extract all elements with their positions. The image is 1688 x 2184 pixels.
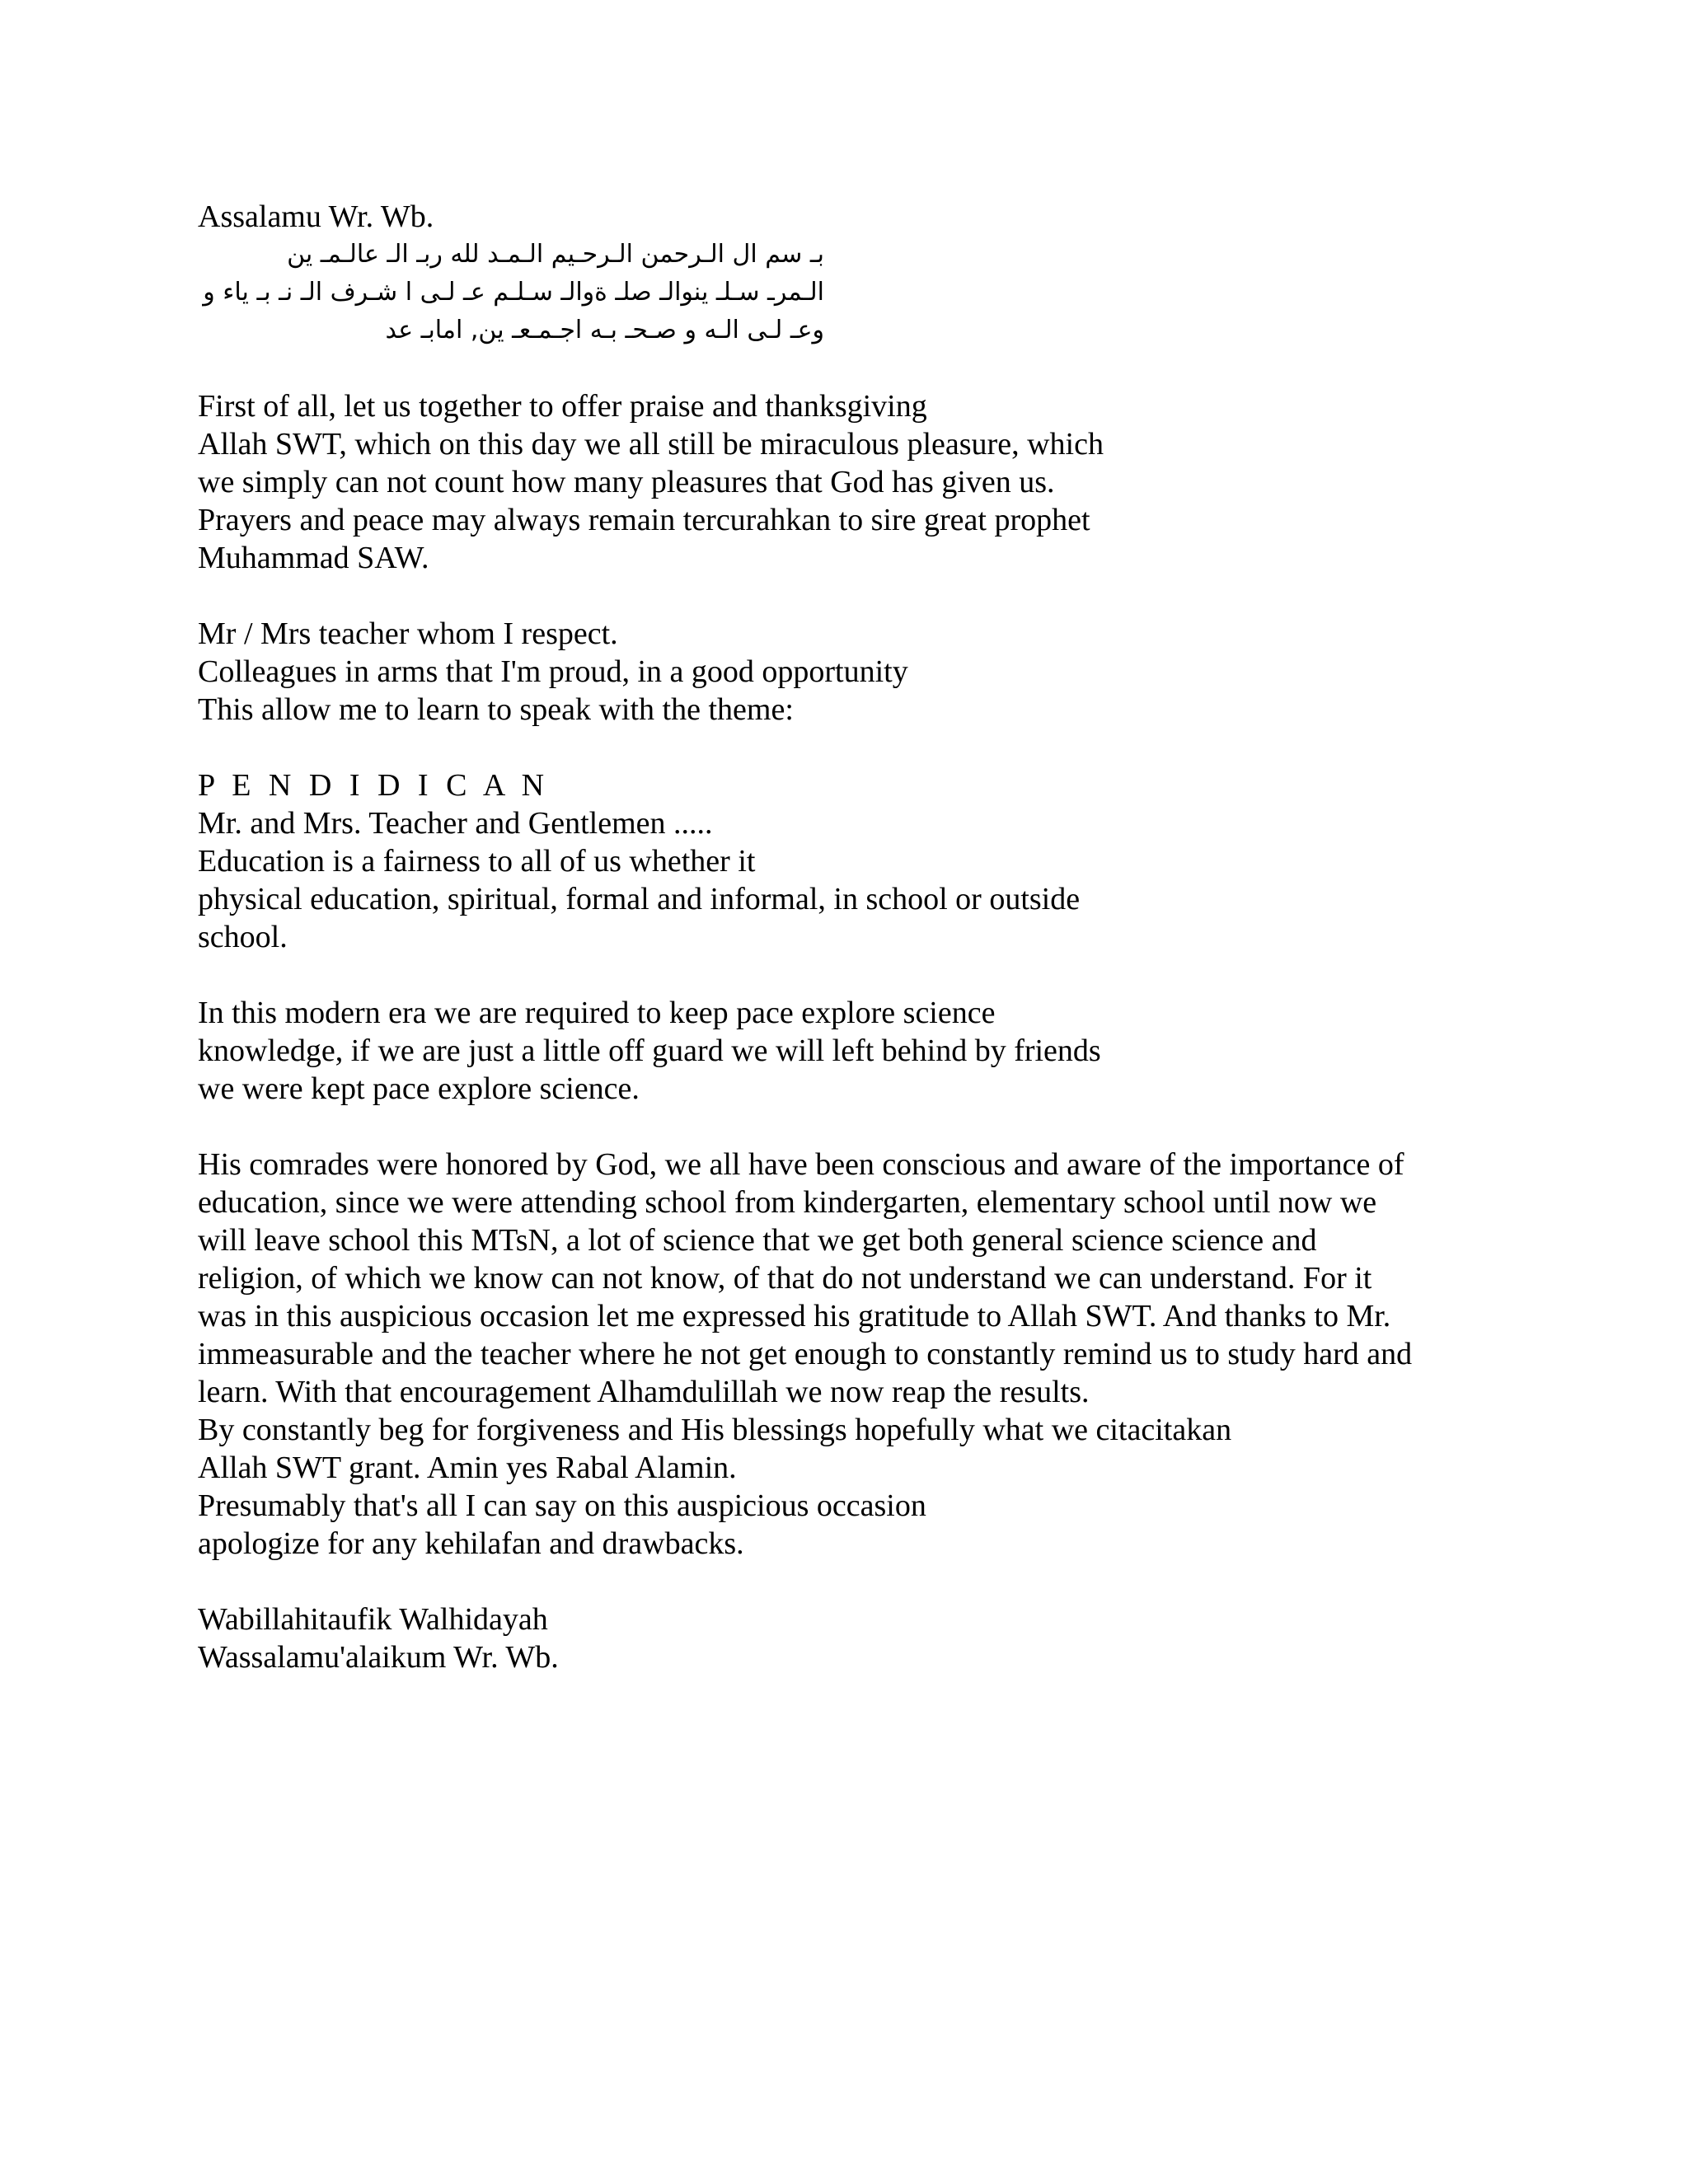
text-line: First of all, let us together to offer praise and thanksgiving bbox=[198, 389, 927, 424]
paragraph-spacer bbox=[198, 577, 1517, 615]
text-line: school. bbox=[198, 920, 288, 954]
text-line: apologize for any kehilafan and drawbacks. bbox=[198, 1526, 744, 1561]
text-line: knowledge, if we are just a little off guard we will left behind by friends bbox=[198, 1033, 1101, 1068]
arabic-opening bbox=[198, 236, 824, 349]
text-line: we were kept pace explore science. bbox=[198, 1071, 640, 1106]
closing-line: Wassalamu'alaikum Wr. Wb. bbox=[198, 1640, 559, 1675]
text-line: Education is a fairness to all of us whether it bbox=[198, 844, 756, 879]
paragraph-spacer bbox=[198, 956, 1517, 994]
text-line: By constantly beg for forgiveness and His blessings hopefully what we citacitakan bbox=[198, 1413, 1232, 1447]
closing bbox=[198, 1601, 1517, 1676]
text-line: This allow me to learn to speak with the theme: bbox=[198, 692, 794, 727]
text-line: physical education, spiritual, formal and informal, in school or outside bbox=[198, 882, 1081, 916]
text-line: we simply can not count how many pleasures that God has given us. bbox=[198, 465, 1055, 499]
arabic-line: بـ سم ال الـرحمن الـرحـيم الـمـد لله ربـ الـ عالـمـ ين bbox=[287, 240, 824, 269]
paragraph-spacer bbox=[198, 349, 1517, 387]
text-line: Colleagues in arms that I'm proud, in a good opportunity bbox=[198, 654, 908, 689]
text-line: His comrades were honored by God, we all have been conscious and aware of the importance of bbox=[198, 1147, 1404, 1182]
paragraph-spacer bbox=[198, 1108, 1517, 1146]
closing-line: Wabillahitaufik Walhidayah bbox=[198, 1602, 548, 1637]
arabic-line: وعـ لـى الـه و صـحـ بـه اجـمـعـ ين, امابـ عد bbox=[385, 316, 824, 344]
paragraph-comrades bbox=[198, 1146, 1517, 1563]
text-line: Mr / Mrs teacher whom I respect. bbox=[198, 616, 618, 651]
text-line: Mr. and Mrs. Teacher and Gentlemen ..... bbox=[198, 806, 713, 841]
paragraph-spacer bbox=[198, 1563, 1517, 1601]
speech-text bbox=[198, 198, 1517, 1676]
text-line: Allah SWT, which on this day we all still be miraculous pleasure, which bbox=[198, 427, 1104, 462]
text-line: was in this auspicious occasion let me expressed his gratitude to Allah SWT. And thanks to Mr. bbox=[198, 1299, 1391, 1333]
text-line: education, since we were attending school from kindergarten, elementary school until now we bbox=[198, 1185, 1377, 1220]
greeting-open: Assalamu Wr. Wb. bbox=[198, 199, 434, 234]
text-line: Prayers and peace may always remain tercurahkan to sire great prophet bbox=[198, 503, 1090, 537]
theme-title: P E N D I D I C A N bbox=[198, 768, 550, 803]
text-line: religion, of which we know can not know, of that do not understand we can understand. For it bbox=[198, 1261, 1372, 1296]
paragraph-modern-era bbox=[198, 994, 1517, 1108]
paragraph-opening-praise bbox=[198, 387, 1517, 577]
arabic-line: الـمرـ سـلـ ينوالـ صلـ ةوالـ سـلـم عـ لـى ا شـرف الـ نـ بـ ياء و bbox=[203, 278, 824, 307]
paragraph-spacer bbox=[198, 729, 1517, 766]
text-line: will leave school this MTsN, a lot of science that we get both general science science and bbox=[198, 1223, 1317, 1258]
paragraph-address bbox=[198, 615, 1517, 729]
text-line: learn. With that encouragement Alhamdulillah we now reap the results. bbox=[198, 1375, 1090, 1409]
text-line: Presumably that's all I can say on this auspicious occasion bbox=[198, 1488, 926, 1523]
text-line: immeasurable and the teacher where he not get enough to constantly remind us to study hard and bbox=[198, 1337, 1413, 1371]
paragraph-education bbox=[198, 804, 1517, 956]
text-line: In this modern era we are required to keep pace explore science bbox=[198, 996, 996, 1030]
text-line: Muhammad SAW. bbox=[198, 541, 429, 575]
text-line: Allah SWT grant. Amin yes Rabal Alamin. bbox=[198, 1451, 737, 1485]
